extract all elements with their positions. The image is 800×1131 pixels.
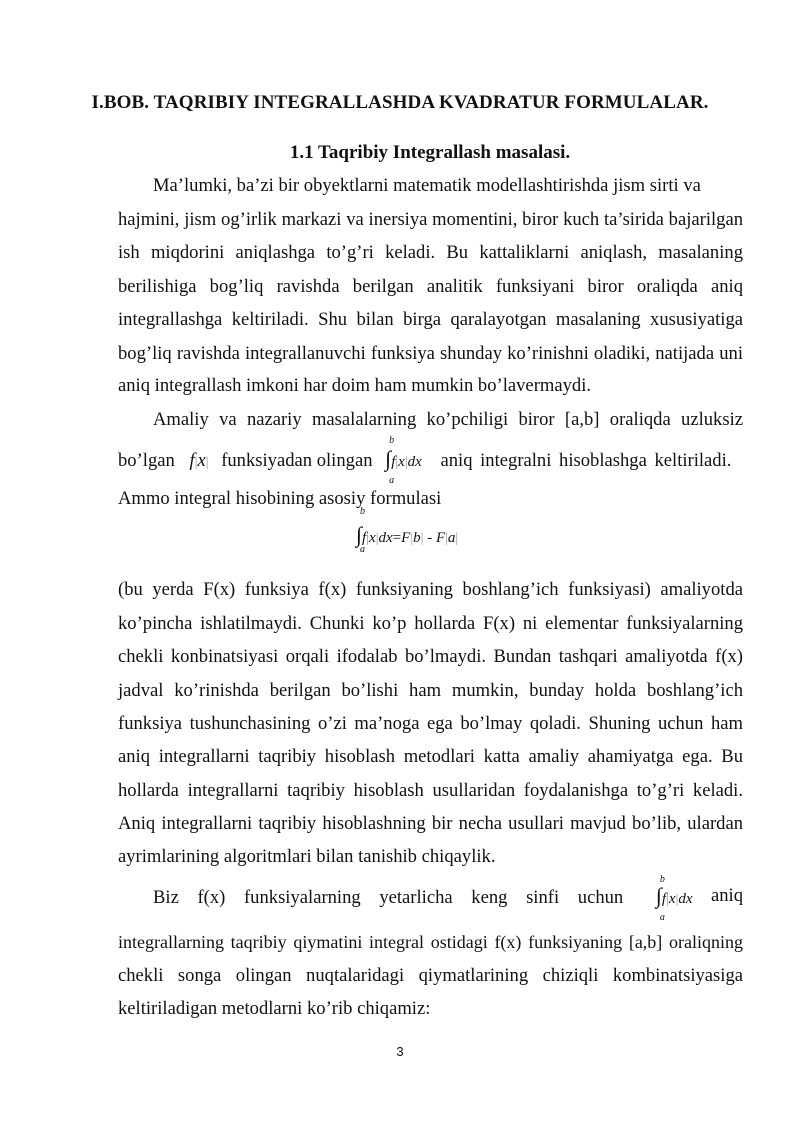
math-bar: | xyxy=(375,531,379,546)
math-f: f xyxy=(189,450,195,471)
integral-lower-limit: a xyxy=(360,544,365,555)
math-bar: | xyxy=(366,531,370,546)
paragraph-line: chekli songa olingan nuqtalaridagi qiymatlarining chiziqli kombinatsiyasiga xyxy=(118,965,743,986)
inline-fx xyxy=(189,450,213,471)
paragraph-line: berilishiga bog’liq ravishda berilgan analitik funksiyani biror oraliqda aniq xyxy=(118,276,743,297)
math-dx: dx xyxy=(678,891,693,907)
math-x: x xyxy=(197,450,206,471)
math-bar: | xyxy=(666,892,669,907)
text-run: Biz f(x) funksiyalarning yetarlicha keng sinfi uchun xyxy=(153,887,624,908)
integral-sign: ∫ xyxy=(356,522,363,547)
math-eq: = xyxy=(392,530,402,546)
math-f: f xyxy=(661,891,667,907)
paragraph-line: ayrimlarining algoritmlari bilan tanishib chiqaylik. xyxy=(118,846,496,867)
math-x: x xyxy=(668,891,676,907)
text-run: aniq integralni hisoblashga keltiriladi. xyxy=(440,450,732,471)
math-f: f xyxy=(391,454,396,470)
integral-sign: ∫ xyxy=(385,446,392,471)
math-bar: | xyxy=(205,455,209,470)
math-minus: - xyxy=(427,530,433,546)
display-formula xyxy=(356,506,459,555)
math-dx: dx xyxy=(378,530,393,546)
math-b: b xyxy=(413,530,421,546)
integral-upper-limit: b xyxy=(389,435,395,446)
text-run: bo’lgan xyxy=(118,450,175,471)
paragraph-line: keltiriladigan metodlarni ko’rib chiqamiz: xyxy=(118,998,431,1019)
paragraph-line: hajmini, jism og’irlik markazi va inersiya momentini, biror kuch ta’sirida bajarilgan xyxy=(118,209,743,230)
paragraph-line: funksiya tushunchasining o’zi ma’noga ega bo’lmay qoladi. Shuning uchun ham xyxy=(118,713,743,734)
math-F: F xyxy=(401,530,411,546)
math-a: a xyxy=(447,530,456,546)
paragraph-line: Aniq integrallarni taqribiy hisoblashning bir necha usullari mavjud bo’lib, ulardan xyxy=(118,813,743,834)
paragraph-line: aniq integrallarni taqribiy hisoblash metodlari katta amaliy ahamiyatga ega. Bu xyxy=(118,746,743,767)
paragraph-line: hollarda integrallarni taqribiy hisoblash usullaridan foydalanishga to’g’ri keladi. xyxy=(118,780,743,801)
inline-integral xyxy=(655,874,665,923)
math-x: x xyxy=(369,530,376,546)
paragraph-line: jadval ko’rinishda berilgan bo’lishi ham mumkin, bunday holda boshlang’ich xyxy=(118,680,743,701)
chapter-title: I.BOB. TAQRIBIY INTEGRALLASHDA KVADRATUR FORMULALAR. xyxy=(91,92,709,113)
integral-upper-limit: b xyxy=(360,506,365,517)
section-title: 1.1 Taqribiy Integrallash masalasi. xyxy=(289,142,571,163)
math-dx: dx xyxy=(407,454,422,470)
paragraph-line: ish miqdorini aniqlashga to’g’ri keladi. Bu kattaliklarni aniqlash, masalaning xyxy=(118,242,743,263)
math-F: F xyxy=(435,530,446,546)
math-f: f xyxy=(362,530,367,546)
paragraph-line: ko’pincha ishlatilmaydi. Chunki ko’p hollarda F(x) ni elementar funksiyalarning xyxy=(118,613,743,634)
paragraph-line: integrallarning taqribiy qiymatini integral ostidagi f(x) funksiyaning [a,b] oraliqning xyxy=(118,932,743,952)
math-bar: | xyxy=(404,455,408,470)
integral-lower-limit: a xyxy=(389,475,395,486)
math-bar: | xyxy=(395,455,399,470)
paragraph-line: bog’liq ravishda integrallanuvchi funksiya shunday ko’rinishni oladiki, natijada uni xyxy=(118,343,743,364)
paragraph-line-inline-math xyxy=(118,435,743,486)
paragraph-line: chekli konbinatsiyasi orqali ifodalab bo’lmaydi. Bundan tashqari amaliyotda f(x) xyxy=(118,646,743,667)
text-run: aniq xyxy=(710,885,743,906)
page-number: 3 xyxy=(396,1044,404,1059)
paragraph-line: Ma’lumki, ba’zi bir obyektlarni matematik modellashtirishda jism sirti va xyxy=(153,175,701,196)
paragraph-line: aniq integrallash imkoni har doim ham mumkin bo’lavermaydi. xyxy=(118,375,592,396)
paragraph-line: Amaliy va nazariy masalalarning ko’pchiligi biror [a,b] oraliqda uzluksiz xyxy=(153,409,743,430)
paragraph-line: integrallashga keltiriladi. Shu bilan birga qaralayotgan masalaning xususiyatiga xyxy=(118,309,743,330)
math-bar: | xyxy=(445,531,448,546)
text-run: funksiyadan olingan xyxy=(221,450,373,471)
paragraph-line-inline-math xyxy=(153,874,743,923)
math-bar: | xyxy=(194,455,198,470)
paragraph-line: Ammo integral hisobining asosiy formulasi xyxy=(118,488,442,509)
integral-upper-limit: b xyxy=(659,874,665,885)
math-bar: | xyxy=(455,531,459,546)
math-bar: | xyxy=(420,531,424,546)
math-bar: | xyxy=(410,531,414,546)
paragraph-line: (bu yerda F(x) funksiya f(x) funksiyaning boshlang’ich funksiyasi) amaliyotda xyxy=(118,579,743,600)
math-bar: | xyxy=(675,892,679,907)
integral-lower-limit: a xyxy=(659,912,665,923)
math-x: x xyxy=(398,454,405,470)
integrand xyxy=(391,454,422,470)
integral-sign: ∫ xyxy=(655,883,662,908)
integrand xyxy=(662,891,693,907)
inline-integral xyxy=(385,435,395,486)
formula-integral xyxy=(356,506,365,555)
